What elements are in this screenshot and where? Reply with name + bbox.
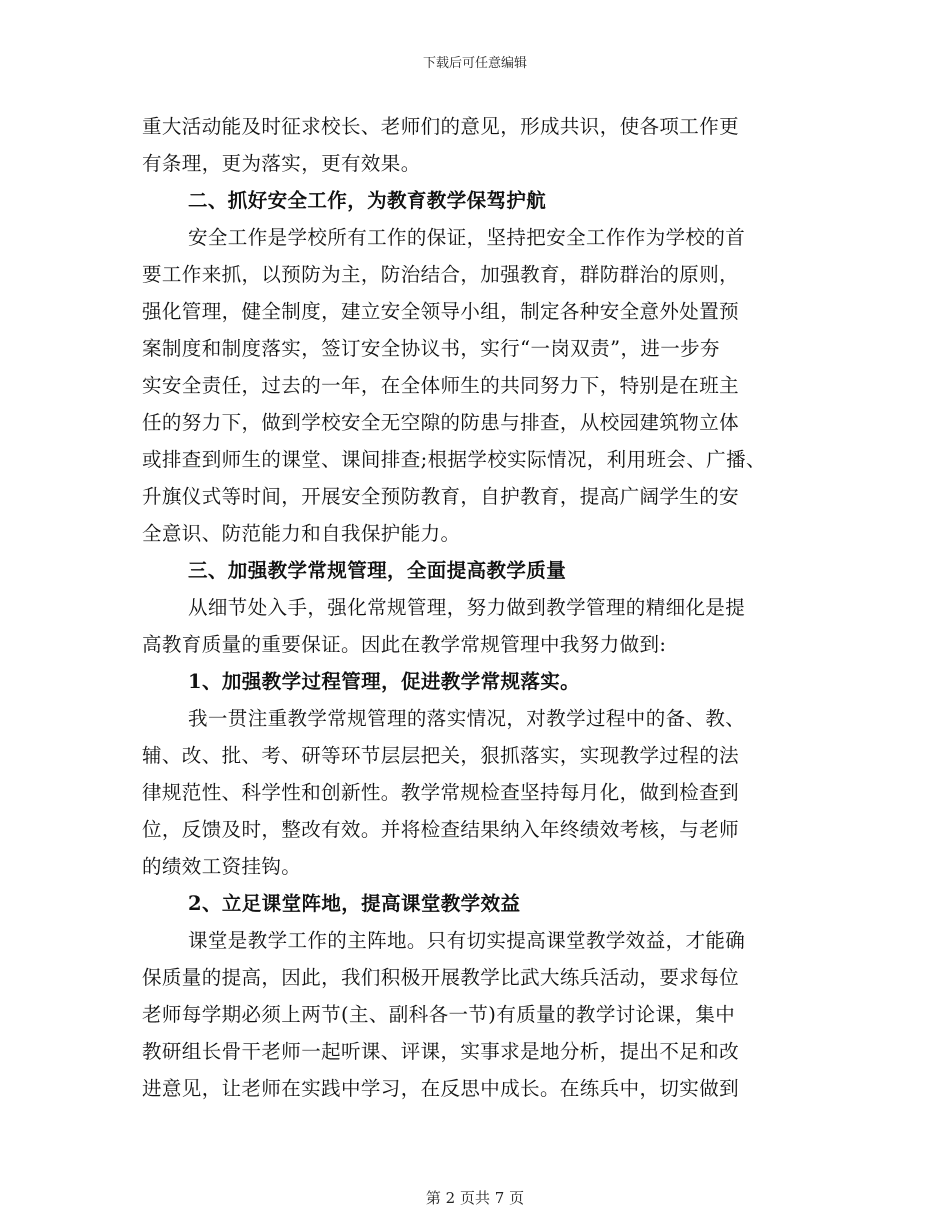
text-line: 重大活动能及时征求校长、老师们的意见，形成共识，使各项工作更 — [142, 115, 740, 138]
text-line: 辅、改、批、考、研等环节层层把关，狠抓落实，实现教学过程的法 — [142, 744, 740, 767]
page-footer: 第 2 页共 7 页 — [425, 1189, 525, 1207]
text-line: 教研组长骨干老师一起听课、评课，实事求是地分析，提出不足和改 — [142, 1040, 740, 1063]
text-line: 进意见，让老师在实践中学习，在反思中成长。在练兵中，切实做到 — [142, 1077, 740, 1100]
section-heading-line: 二、抓好安全工作，为教育教学保驾护航 — [188, 189, 547, 212]
text-line: 位，反馈及时，整改有效。并将检查结果纳入年终绩效考核，与老师 — [142, 818, 740, 841]
text-line: 保质量的提高，因此，我们积极开展教学比武大练兵活动，要求每位 — [142, 966, 740, 989]
text-line: 全意识、防范能力和自我保护能力。 — [142, 522, 461, 545]
text-line: 高教育质量的重要保证。因此在教学常规管理中我努力做到: — [142, 633, 667, 656]
text-line: 任的努力下，做到学校安全无空隙的防患与排查，从校园建筑物立体 — [142, 411, 740, 434]
text-line: 从细节处入手，强化常规管理，努力做到教学管理的精细化是提 — [188, 596, 746, 619]
text-line: 或排查到师生的课堂、课间排查;根据学校实际情况，利用班会、广播、 — [142, 448, 766, 471]
text-line: 升旗仪式等时间，开展安全预防教育，自护教育，提高广阔学生的安 — [142, 485, 740, 508]
text-line: 强化管理，健全制度，建立安全领导小组，制定各种安全意外处置预 — [142, 300, 740, 323]
page-header: 下载后可任意编辑 — [422, 56, 527, 71]
section-heading-line: 1、加强教学过程管理，促进教学常规落实。 — [188, 670, 581, 693]
text-line: 老师每学期必须上两节(主、副科各一节)有质量的教学讨论课，集中 — [142, 1003, 736, 1026]
text-line: 律规范性、科学性和创新性。教学常规检查坚持每月化，做到检查到 — [142, 781, 740, 804]
text-line: 案制度和制度落实，签订安全协议书，实行“一岗双责”，进一步夯 — [142, 337, 720, 360]
text-line: 要工作来抓，以预防为主，防治结合，加强教育，群防群治的原则， — [142, 263, 740, 286]
text-line: 课堂是教学工作的主阵地。只有切实提高课堂教学效益，才能确 — [188, 929, 746, 952]
text-line: 我一贯注重教学常规管理的落实情况，对教学过程中的备、教、 — [188, 707, 746, 730]
section-heading-line: 2、立足课堂阵地，提高课堂教学效益 — [188, 892, 521, 915]
text-line: 的绩效工资挂钩。 — [142, 855, 302, 878]
text-line: 有条理，更为落实，更有效果。 — [142, 152, 421, 175]
document-body — [142, 108, 802, 1107]
text-line: 实安全责任，过去的一年，在全体师生的共同努力下，特别是在班主 — [142, 374, 740, 397]
section-heading-line: 三、加强教学常规管理，全面提高教学质量 — [188, 559, 567, 582]
text-line: 安全工作是学校所有工作的保证，坚持把安全工作作为学校的首 — [188, 226, 746, 249]
